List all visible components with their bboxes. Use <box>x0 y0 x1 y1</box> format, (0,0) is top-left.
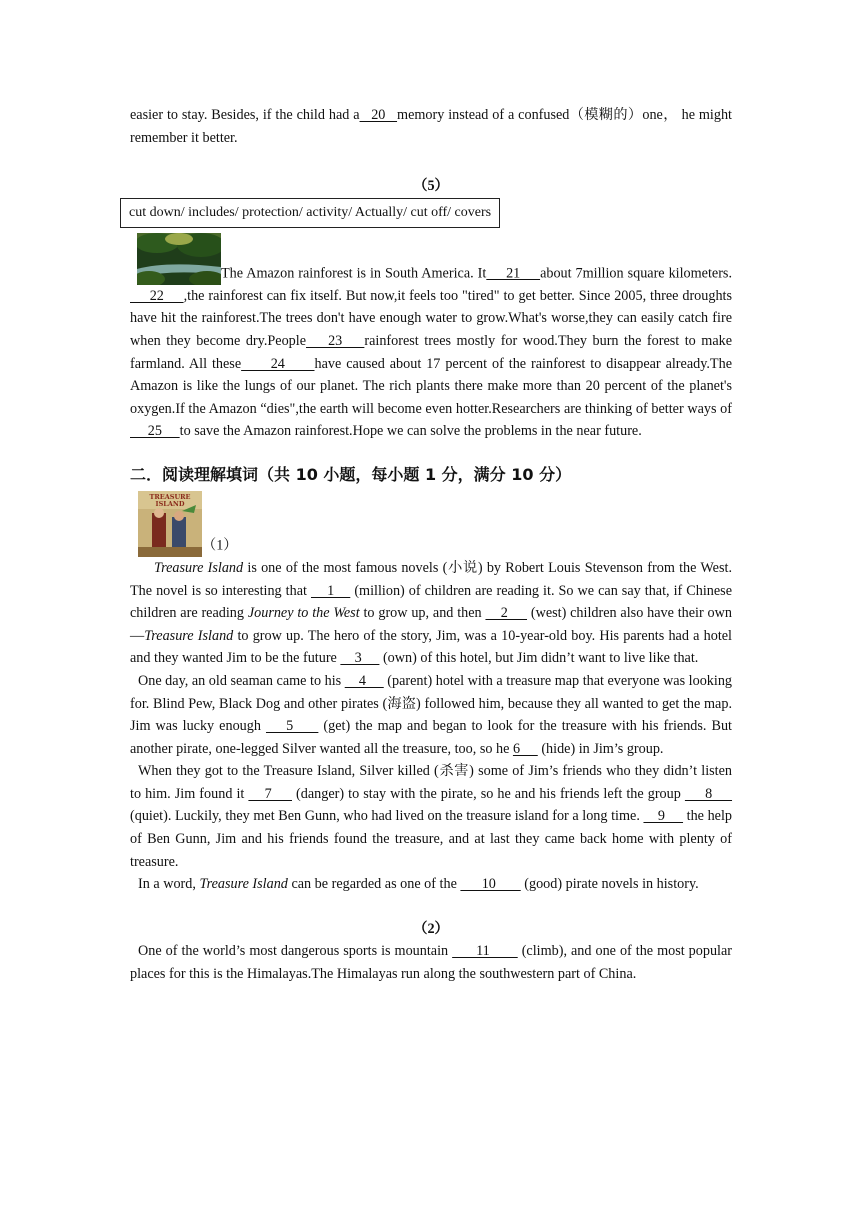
blank-21[interactable]: 21 <box>486 265 541 282</box>
blank-10[interactable]: 10 <box>460 876 521 893</box>
word-bank-box: cut down/ includes/ protection/ activity/ Actually/ cut off/ covers <box>120 198 500 228</box>
blank-11[interactable]: 11 <box>452 943 518 960</box>
svg-text:ISLAND: ISLAND <box>155 499 185 508</box>
text-segment: to grow up. The hero of the story, Jim, was a 10-year-old boy. His parents had a hotel and they wanted Jim to be the future <box>130 627 732 667</box>
text-segment: the help of Ben Gunn, Jim and his friends found the treasure, and at last they came back home with plenty of treasure. <box>130 808 733 870</box>
blank-1[interactable]: 1 <box>310 582 351 599</box>
treasure-paragraph-3 <box>130 760 732 873</box>
text-segment: (danger) to stay with the pirate, so he and his friends left the group <box>291 785 685 802</box>
text-segment: to save the Amazon rainforest.Hope we can solve the problems in the near future. <box>179 423 642 440</box>
blank-2[interactable]: 2 <box>485 605 528 622</box>
text-segment: have caused about 17 percent of the rainforest to disappear already.The Amazon is like the lungs of our planet. The rich plants there make more than 20 percent of the planet's oxygen.If the Amazon “dies",the earth will become even hotter.Researchers are thinking of better ways of <box>130 355 732 417</box>
treasure-paragraph-4 <box>130 873 732 896</box>
treasure-paragraph-1 <box>130 557 732 670</box>
book-title: Treasure Island <box>154 559 244 576</box>
rainforest-image <box>137 233 221 285</box>
text-segment: (west) children also have their own— <box>130 605 732 644</box>
mountain-paragraph <box>130 940 732 985</box>
blank-3[interactable]: 3 <box>340 650 380 667</box>
blank-4[interactable]: 4 <box>344 672 384 689</box>
blank-7[interactable]: 7 <box>248 785 292 802</box>
text-segment: can be regarded as one of the <box>287 876 461 893</box>
continued-paragraph <box>130 104 732 149</box>
book-title: Treasure Island <box>144 627 234 644</box>
text-segment: When they got to the Treasure Island, Silver killed (杀害) some of Jim’s friends who they didn’t listen to him. Jim found it <box>130 763 732 802</box>
subsection-label: （1） <box>202 537 238 554</box>
text-segment: (quiet). Luckily, they met Ben Gunn, who had lived on the treasure island for a long time. <box>130 808 644 825</box>
section-5-label: （5） <box>413 178 449 195</box>
text-segment: (parent) hotel with a treasure map that everyone was looking for. Blind Pew, Black Dog and other pirates (海盗) followed him, because they all wanted to get the map. Jim was lucky enough <box>130 672 733 735</box>
subsection-2-label: （2） <box>413 920 449 937</box>
text-segment: (good) pirate novels in history. <box>520 876 699 893</box>
amazon-passage <box>130 233 732 443</box>
blank-6[interactable]: 6 <box>512 740 538 757</box>
document-page <box>130 104 732 986</box>
text-segment: In a word, <box>138 876 200 893</box>
blank-9[interactable]: 9 <box>643 808 684 825</box>
blank-25[interactable]: 25 <box>130 423 180 440</box>
text-segment: easier to stay. Besides, if the child had a <box>130 107 360 123</box>
subsection-1-label <box>130 491 732 557</box>
treasure-paragraph-2 <box>130 670 732 760</box>
blank-20[interactable]: 20 <box>359 107 398 123</box>
blank-24[interactable]: 24 <box>241 355 315 372</box>
blank-5[interactable]: 5 <box>265 718 319 735</box>
text-segment: (million) of children are reading it. So we can say that, if Chinese children are reading <box>130 582 732 622</box>
text-segment: ,the rainforest can fix itself. But now,it feels too "tired" to get better. Since 2005, three droughts have hit the rainforest.The trees don't have enough water to grow.What's worse,they can easily catch fire when they become dry.People <box>130 287 733 349</box>
text-segment: rainforest trees mostly for wood.They burn the forest to make farmland. All these <box>130 332 733 372</box>
text-segment: about 7million square kilometers. <box>540 265 733 282</box>
text-segment: is one of the most famous novels (小说) by Robert Louis Stevenson from the West. The novel is so interesting that <box>130 559 732 599</box>
text-segment: (own) of this hotel, but Jim didn’t want to live like that. <box>379 650 699 667</box>
text-segment: One day, an old seaman came to his <box>138 672 345 689</box>
svg-text:TREASURE: TREASURE <box>149 492 191 501</box>
text-segment: (get) the map and began to look for the treasure with his friends. But another pirate, one-legged Silver wanted all the treasure, too, so he <box>130 718 732 757</box>
blank-8[interactable]: 8 <box>684 785 733 802</box>
text-segment: (climb), and one of the most popular places for this is the Himalayas.The Himalayas run along the southwestern part of China. <box>130 943 733 983</box>
blank-22[interactable]: 22 <box>130 287 184 304</box>
section-heading: 二．阅读理解填词（共 10 小题，每小题 1 分，满分 10 分） <box>130 464 572 484</box>
book-title: Journey to the West <box>247 605 360 622</box>
text-segment: memory instead of a confused（模糊的）one， he might remember it better. <box>130 107 732 146</box>
text-segment: to grow up, and then <box>359 605 486 622</box>
text-segment: (hide) in Jim’s group. <box>537 740 664 757</box>
text-segment: One of the world’s most dangerous sports is mountain <box>138 943 453 960</box>
treasure-island-cover-image <box>138 491 202 557</box>
book-title: Treasure Island <box>199 876 288 893</box>
blank-23[interactable]: 23 <box>306 332 365 349</box>
text-segment: The Amazon rainforest is in South America. It <box>221 265 487 282</box>
